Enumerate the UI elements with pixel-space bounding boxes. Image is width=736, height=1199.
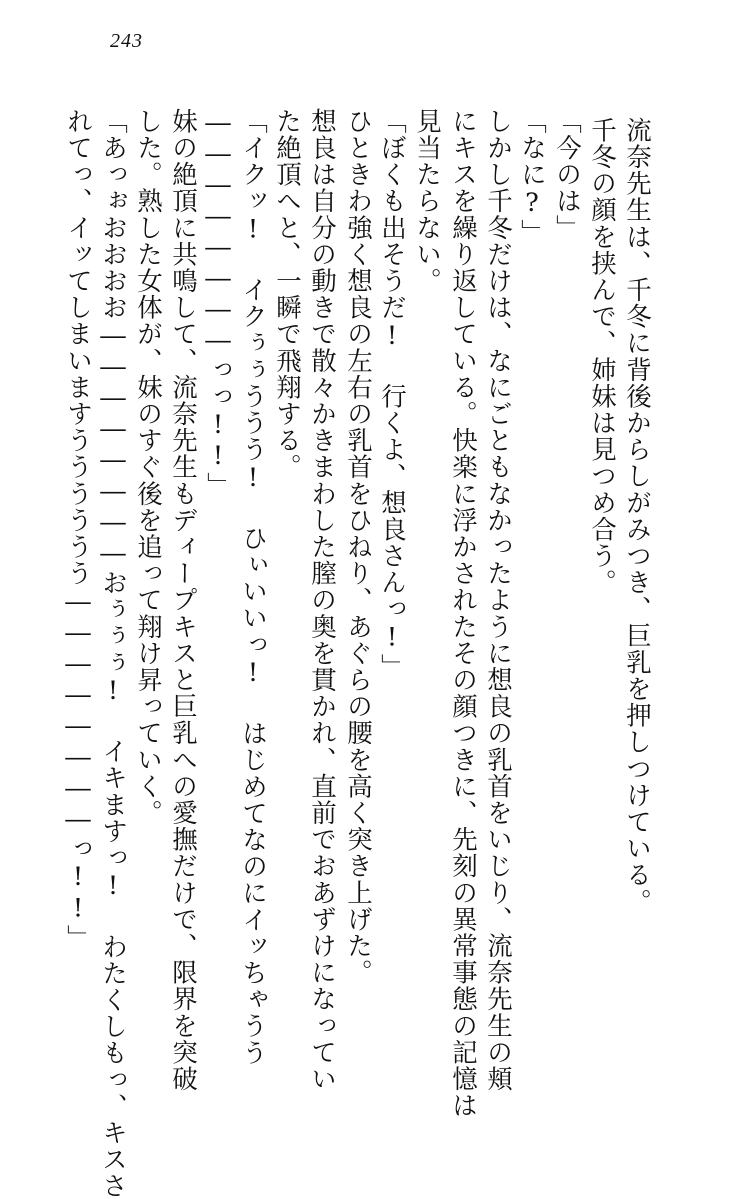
- text-column-15: した。熟した女体が、妹のすぐ後を追って翔け昇っていく。: [133, 108, 163, 827]
- text-column-12: 「イクッ! イクぅぅううう! ひぃいいっ! はじめてなのにイッちゃうう: [238, 108, 268, 1066]
- text-column-2: 千冬の顔を挟んで、姉妹は見つめ合う。: [587, 117, 617, 596]
- page-number: 243: [110, 30, 143, 52]
- text-column-3: 「今のは」: [552, 108, 582, 241]
- text-column-7: 見当たらない。: [412, 108, 442, 295]
- text-column-16: 「あっぉおおおお――――――――おぅぅぅ! イキますっ! わたくしもっ、キスさ: [98, 108, 128, 1199]
- text-column-1: 流奈先生は、千冬に背後からしがみつき、巨乳を押しつけている。: [622, 117, 652, 915]
- text-column-14: 妹の絶頂に共鳴して、流奈先生もディープキスと巨乳への愛撫だけで、限界を突破: [168, 108, 198, 1093]
- text-column-17: れてっ、イッてしまいますうううううう――――――――っ!!」: [63, 108, 93, 951]
- text-column-5: しかし千冬だけは、なにごともなかったように想良の乳首をいじり、流奈先生の頬: [483, 108, 513, 1093]
- text-column-4: 「なに?」: [517, 108, 547, 246]
- text-column-11: た絶頂へと、一瞬で飛翔する。: [272, 108, 302, 481]
- text-column-13: ――――――――っっ!!」: [203, 108, 233, 499]
- text-column-6: にキスを繰り返している。快楽に浮かされたその顔つきに、先刻の異常事態の記憶は: [448, 108, 478, 1119]
- text-column-10: 想良は自分の動きで散々かきまわした膣の奥を貫かれ、直前でおあずけになってい: [307, 108, 337, 1093]
- text-column-8: 「ぼくも出そうだ! 行くよ、想良さんっ!」: [377, 108, 407, 681]
- text-column-9: ひときわ強く想良の左右の乳首をひねり、あぐらの腰を高く突き上げた。: [343, 108, 373, 986]
